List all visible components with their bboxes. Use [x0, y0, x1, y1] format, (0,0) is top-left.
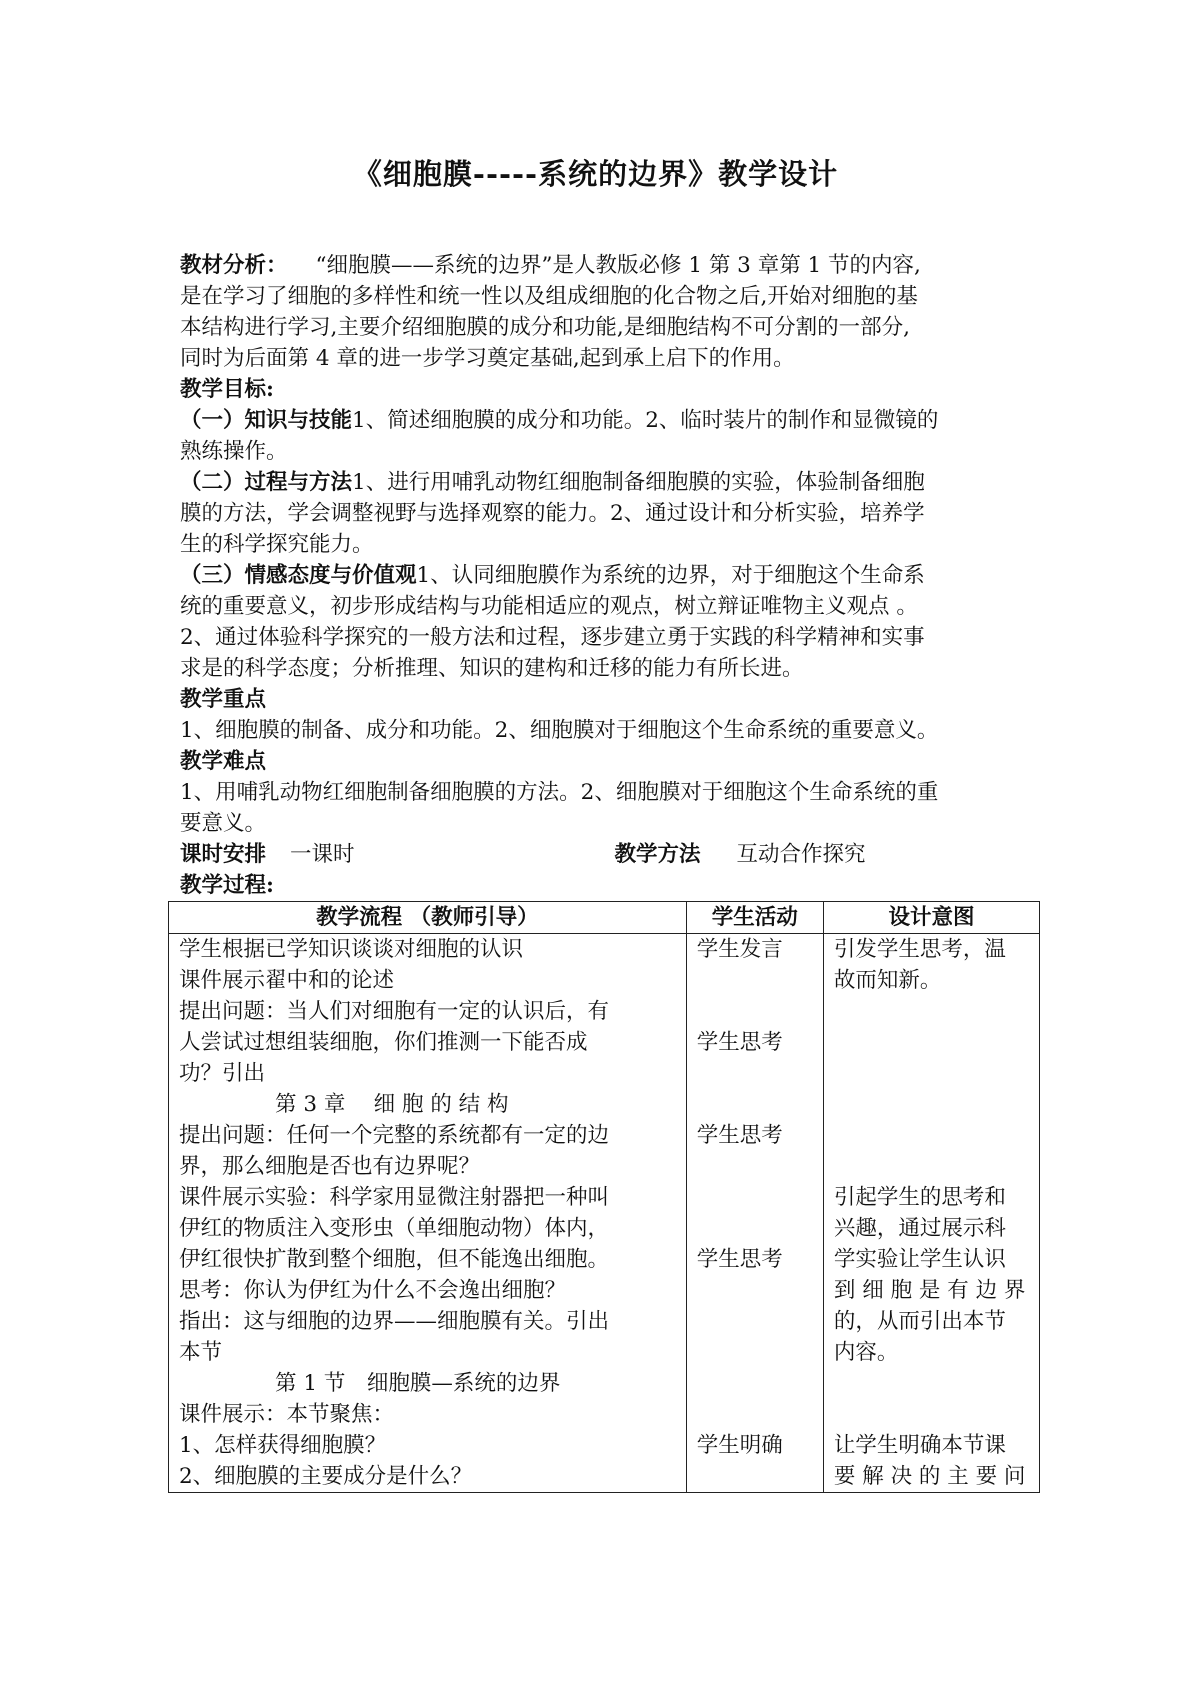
schedule-row [180, 839, 1016, 870]
activity-cell: 学生发言 学生思考 学生思考 学生思考 学生明确 [686, 934, 823, 1493]
objective-process-line-3: 生的科学探究能力。 [180, 532, 374, 557]
key-points-heading: 教学重点 [180, 687, 267, 712]
analysis-label: 教材分析： [180, 253, 288, 278]
difficulties-heading: 教学难点 [180, 749, 267, 774]
chapter-heading: 第 3 章 细 胞 的 结 构 [275, 1092, 509, 1117]
analysis-line-3: 本结构进行学习,主要介绍细胞膜的成分和功能,是细胞结构不可分割的一部分, [180, 315, 911, 340]
header-intent: 设计意图 [823, 902, 1039, 934]
section-heading: 第 1 节 细胞膜—系统的边界 [275, 1371, 561, 1396]
objective-process: （二）过程与方法1、进行用哺乳动物红细胞制备细胞膜的实验，体验制备细胞 [180, 470, 925, 495]
objective-process-label: 过程与方法 [244, 470, 353, 495]
header-flow: 教学流程 （教师引导） [169, 902, 687, 934]
document-title: 《细胞膜-----系统的边界》教学设计 [352, 157, 839, 191]
objective-attitude-line-4: 求是的科学态度；分析推理、知识的建构和迁移的能力有所长进。 [180, 656, 804, 681]
flow-cell: 学生根据已学知识谈谈对细胞的认识 课件展示翟中和的论述 提出问题：当人们对细胞有一定的认识后，有 人尝试过想组装细胞，你们推测一下能否成 功？引出 第 3 章 细 胞 的 结 构 提出问题：任何一个完整的系统都有一定的边 界，那么细胞是否也有边界呢？ 课件展示实验：科学家用显微注射器把一种叫 伊红的物质注入变形虫（单细胞动物）体内， 伊红很快扩散到整个细胞，但不能逸出细胞。 思考：你认为伊红为什么不会逸出细胞？ 指出：这与细胞的边界——细胞膜有关。引出 本节 第 1 节 细胞膜—系统的边界 课件展示：本节聚焦： 1、怎样获得细胞膜？ 2、细胞膜的主要成分是什么？ [169, 934, 687, 1493]
difficulties-line-1: 1、用哺乳动物红细胞制备细胞膜的方法。2、细胞膜对于细胞这个生命系统的重 [180, 780, 939, 805]
objective-knowledge: （一）知识与技能1、简述细胞膜的成分和功能。2、临时装片的制作和显微镜的 [180, 408, 939, 433]
key-points-text: 1、细胞膜的制备、成分和功能。2、细胞膜对于细胞这个生命系统的重要意义。 [180, 718, 939, 743]
schedule-value: 一课时 [290, 842, 355, 867]
analysis-line-2: 是在学习了细胞的多样性和统一性以及组成细胞的化合物之后,开始对细胞的基 [180, 284, 918, 309]
objective-attitude: （三）情感态度与价值观1、认同细胞膜作为系统的边界，对于细胞这个生命系 [180, 563, 925, 588]
header-activity: 学生活动 [686, 902, 823, 934]
method-value: 互动合作探究 [736, 842, 866, 867]
objective-process-line-2: 膜的方法，学会调整视野与选择观察的能力。2、通过设计和分析实验，培养学 [180, 501, 925, 526]
objective-knowledge-label: 知识与技能 [244, 408, 353, 433]
objectives-heading: 教学目标: [180, 377, 274, 402]
teaching-process-table [168, 901, 1040, 1493]
table-header-row [169, 902, 1040, 934]
objective-knowledge-line-2: 熟练操作。 [180, 439, 288, 464]
intent-cell: 引发学生思考，温 故而知新。 引起学生的思考和 兴趣，通过展示科 学实验让学生认识 到 细 胞 是 有 边 界 的，从而引出本节 内容。 让学生明确本节课 要 解 决 的 主 要 问 [823, 934, 1039, 1493]
process-heading: 教学过程: [180, 873, 274, 898]
method-label: 教学方法 [614, 842, 701, 867]
analysis-line-4: 同时为后面第 4 章的进一步学习奠定基础,起到承上启下的作用。 [180, 346, 795, 371]
objective-attitude-line-2: 统的重要意义，初步形成结构与功能相适应的观点，树立辩证唯物主义观点 。 [180, 594, 918, 619]
table-row [169, 934, 1040, 1493]
difficulties-line-2: 要意义。 [180, 811, 267, 836]
document-body [180, 250, 1016, 901]
objective-attitude-line-3: 2、通过体验科学探究的一般方法和过程，逐步建立勇于实践的科学精神和实事 [180, 625, 925, 650]
analysis-line-1: 教材分析： “细胞膜——系统的边界”是人教版必修 1 第 3 章第 1 节的内容, [180, 253, 921, 278]
objective-attitude-label: 情感态度与价值观 [244, 563, 417, 588]
schedule-label: 课时安排 [180, 842, 267, 867]
